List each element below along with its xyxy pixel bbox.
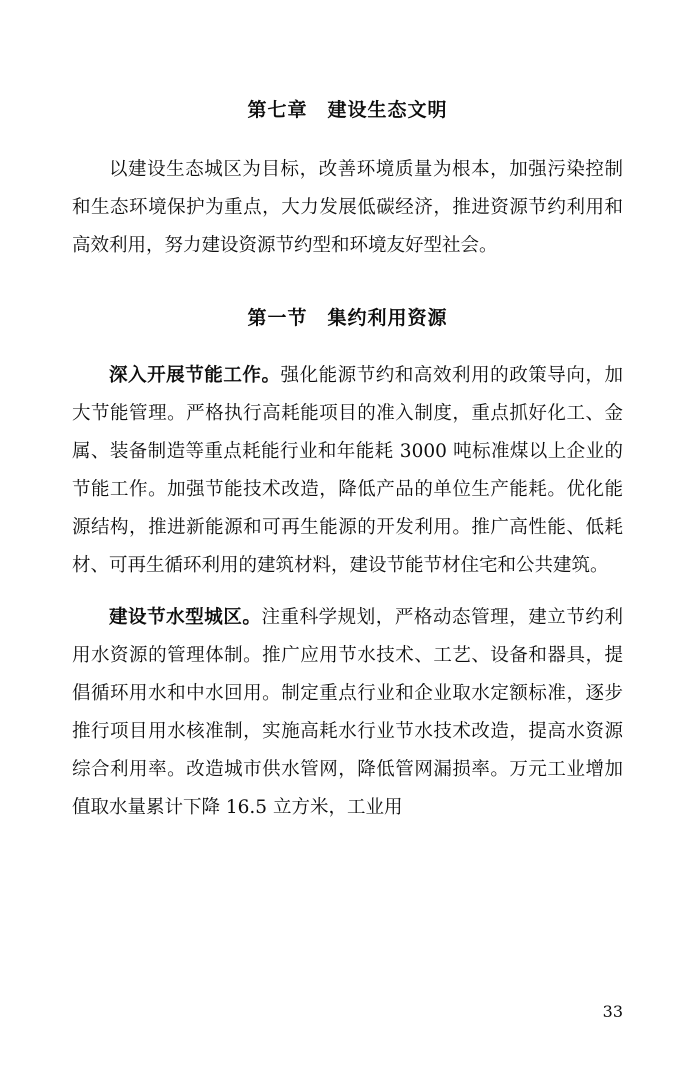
paragraph-text: 强化能源节约和高效利用的政策导向，加大节能管理。严格执行高耗能项目的准入制度，重点抓好化工、金属、装备制造等重点耗能行业和年能耗 3000 吨标准煤以上企业的节能工作。加强节能技术改造，降低产品的单位生产能耗。优化能源结构，推进新能源和可再生能源的开发利用。推广高性能、低耗材、可再生循环利用的建筑材料，建设节能节材住宅和公共建筑。 (72, 365, 623, 577)
paragraph-text: 注重科学规划，严格动态管理，建立节约利用水资源的管理体制。推广应用节水技术、工艺、设备和器具，提倡循环用水和中水回用。制定重点行业和企业取水定额标准，逐步推行项目用水核准制，实施高耗水行业节水技术改造，提高水资源综合利用率。改造城市供水管网，降低管网漏损率。万元工业增加值取水量累计下降 16.5 立方米，工业用 (72, 607, 623, 819)
body-paragraph (72, 599, 623, 827)
body-paragraph (72, 357, 623, 585)
intro-paragraph: 以建设生态城区为目标，改善环境质量为根本，加强污染控制和生态环境保护为重点，大力发展低碳经济，推进资源节约利用和高效利用，努力建设资源节约型和环境友好型社会。 (72, 158, 623, 256)
paragraph-lead: 建设节水型城区。 (109, 607, 262, 629)
document-page (0, 97, 695, 1079)
page-number: 33 (602, 1002, 623, 1021)
section-title: 第一节 集约利用资源 (247, 306, 448, 329)
paragraph-lead: 深入开展节能工作。 (109, 365, 281, 387)
chapter-title: 第七章 建设生态文明 (247, 99, 448, 121)
